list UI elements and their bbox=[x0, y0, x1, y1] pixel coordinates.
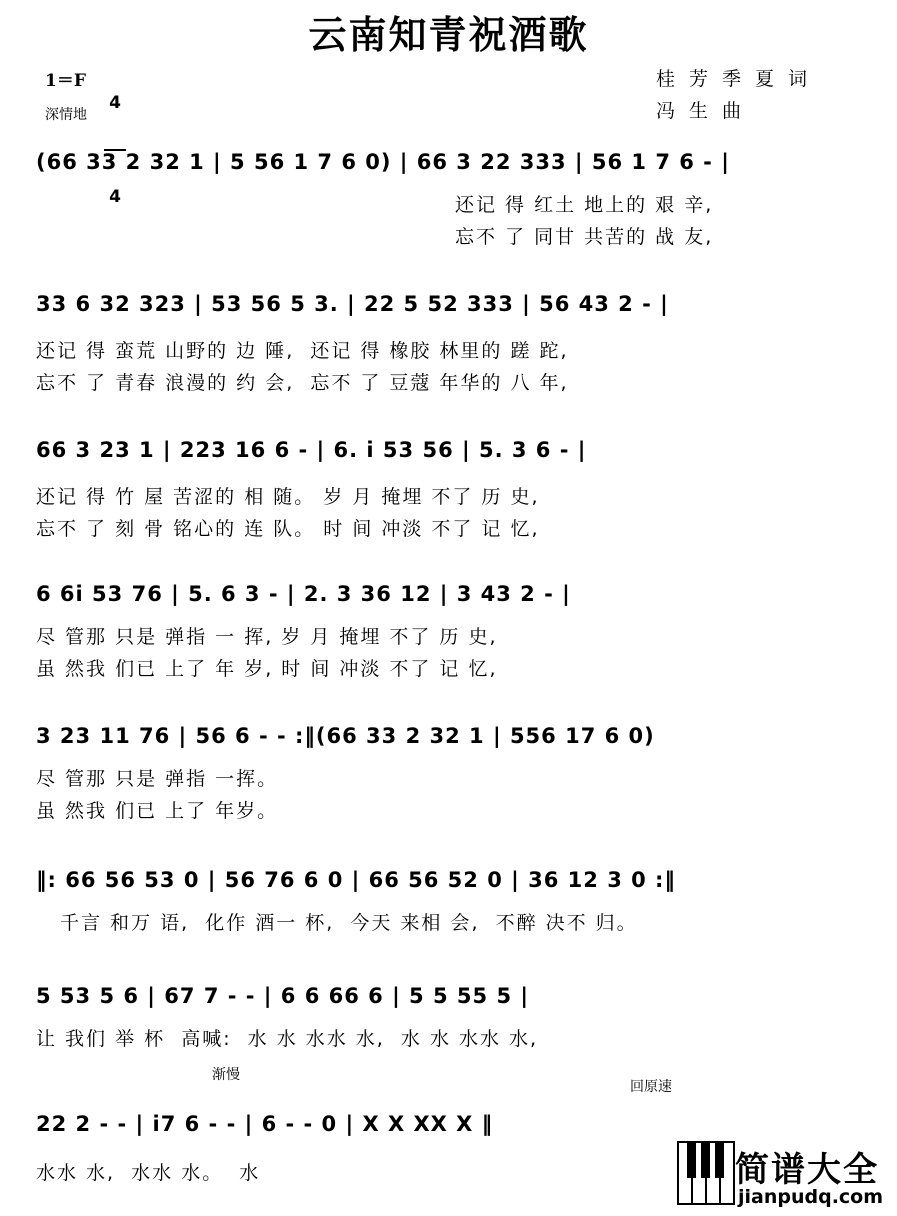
system-5-notes: 3 23 11 76 | 56 6 - - :‖(66 33 2 32 1 | 556 17 6 0) bbox=[36, 724, 655, 748]
time-signature-top: 4 bbox=[109, 93, 121, 113]
time-signature bbox=[104, 58, 126, 224]
system-2-notes: 33 6 32 323 | 53 56 5 3. | 22 5 52 333 | 56 43 2 - | bbox=[36, 292, 669, 316]
key-signature: 1＝F bbox=[45, 71, 86, 91]
system-7-lyrics: 让 我们 举 杯 高喊: 水 水 水水 水, 水 水 水水 水, bbox=[36, 1028, 539, 1050]
tempo-marking: 深情地 bbox=[45, 107, 87, 123]
system-3-notes: 66 3 23 1 | 223 16 6 - | 6. i 53 56 | 5. 3 6 - | bbox=[36, 438, 587, 462]
system-8-notes: 22 2 - - | i7 6 - - | 6 - - 0 | X X XX X ‖ bbox=[36, 1112, 494, 1136]
system-7-notes: 5 53 5 6 | 67 7 - - | 6 6 66 6 | 5 5 55 5 | bbox=[36, 984, 530, 1008]
system-4-lyrics-verse-1: 尽 管那 只是 弹指 一 挥, 岁 月 掩埋 不了 历 史, bbox=[36, 626, 498, 648]
system-2-lyrics-verse-2: 忘不 了 青春 浪漫的 约 会, 忘不 了 豆蔻 年华的 八 年, bbox=[36, 372, 569, 394]
system-1-lyrics-verse-1: 还记 得 红土 地上的 艰 辛, bbox=[455, 194, 714, 216]
system-6-lyrics: 千言 和万 语, 化作 酒一 杯, 今天 来相 会, 不醉 决不 归。 bbox=[60, 912, 638, 934]
system-1-notes: (66 33 2 32 1 | 5 56 1 7 6 0) | 66 3 22 333 | 56 1 7 6 - | bbox=[36, 150, 730, 174]
system-3-lyrics-verse-2: 忘不 了 刻 骨 铭心的 连 队。 时 间 冲淡 不了 记 忆, bbox=[36, 518, 540, 540]
ritardando-marking: 渐慢 bbox=[212, 1067, 240, 1083]
system-3-lyrics-verse-1: 还记 得 竹 屋 苦涩的 相 随。 岁 月 掩埋 不了 历 史, bbox=[36, 486, 540, 508]
system-4-notes: 6 6i 53 76 | 5. 6 3 - | 2. 3 36 12 | 3 43 2 - | bbox=[36, 582, 571, 606]
system-4-lyrics-verse-2: 虽 然我 们已 上了 年 岁, 时 间 冲淡 不了 记 忆, bbox=[36, 658, 498, 680]
lyricist-credit: 桂芳季夏词 bbox=[656, 68, 822, 90]
system-5-lyrics-verse-1: 尽 管那 只是 弹指 一挥。 bbox=[36, 768, 279, 790]
composer-credit: 冯生曲 bbox=[656, 100, 756, 122]
song-title: 云南知青祝酒歌 bbox=[308, 13, 589, 57]
system-2-lyrics-verse-1: 还记 得 蛮荒 山野的 边 陲, 还记 得 橡胶 林里的 蹉 跎, bbox=[36, 340, 569, 362]
system-1-lyrics-verse-2: 忘不 了 同甘 共苦的 战 友, bbox=[455, 226, 714, 248]
watermark-title: 简谱大全 bbox=[735, 1150, 879, 1190]
system-8-lyrics: 水水 水, 水水 水。 水 bbox=[36, 1162, 261, 1184]
time-signature-bottom: 4 bbox=[109, 187, 121, 207]
system-6-notes: ‖: 66 56 53 0 | 56 76 6 0 | 66 56 52 0 | 36 12 3 0 :‖ bbox=[36, 868, 676, 892]
system-5-lyrics-verse-2: 虽 然我 们已 上了 年岁。 bbox=[36, 800, 279, 822]
watermark-url: jianpudq.com bbox=[738, 1186, 884, 1208]
a-tempo-marking: 回原速 bbox=[630, 1079, 672, 1095]
